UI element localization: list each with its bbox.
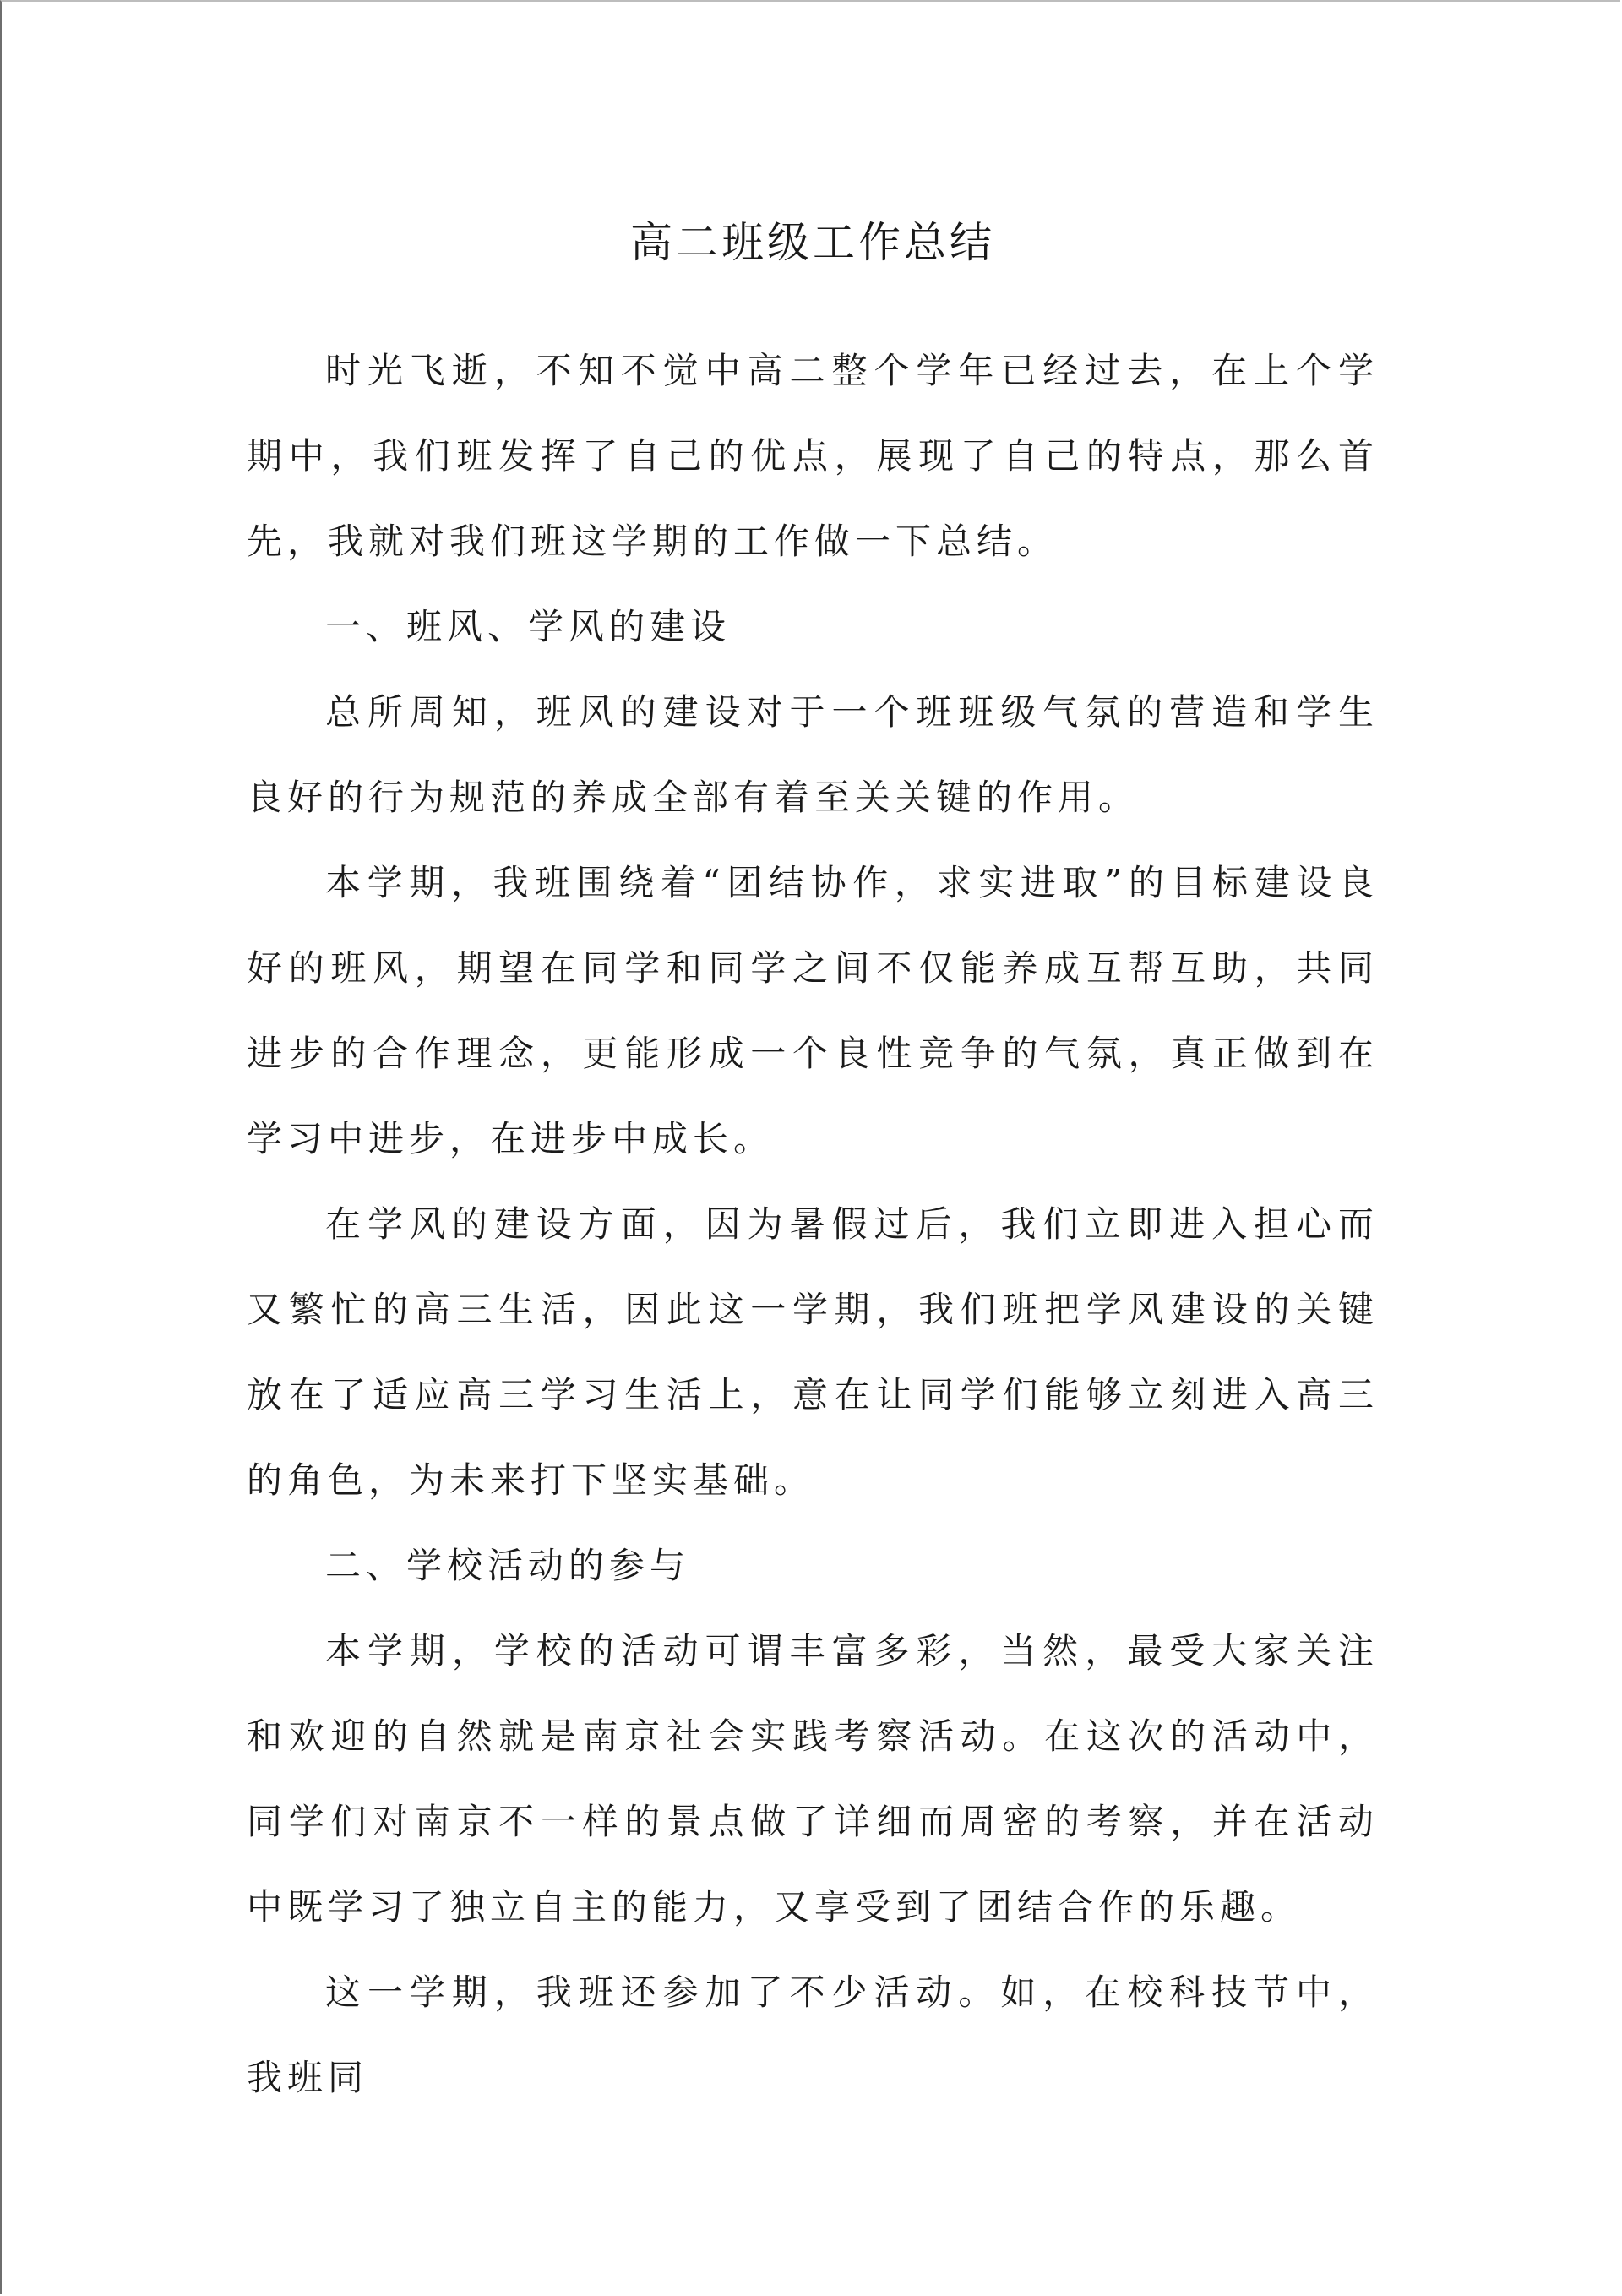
document-body — [247, 328, 1379, 2120]
section-heading-school-activities: 二、学校活动的参与 — [325, 1545, 691, 1586]
document-title: 高二班级工作总结 — [630, 218, 995, 267]
section-heading-class-style: 一、班风、学风的建设 — [325, 606, 732, 647]
paragraph-nanjing-activity: 本学期，学校的活动可谓丰富多彩，当然，最受大家关注和欢迎的自然就是南京社会实践考察活动。在这次的活动中，同学们对南京不一样的景点做了详细而周密的考察，并在活动中既学习了独立自主的能力，又享受到了团结合作的乐趣。 — [247, 1630, 1379, 1928]
paragraph-intro: 时光飞逝，不知不觉中高二整个学年已经过去，在上个学期中，我们班发挥了自己的优点，展现了自己的特点，那么首先，我就对我们班这学期的工作做一下总结。 — [247, 350, 1379, 562]
paragraph-class-style-goal: 本学期，我班围绕着“团结协作，求实进取”的目标建设良好的班风，期望在同学和同学之间不仅能养成互帮互助，共同进步的合作理念，更能形成一个良性竞争的气氛，真正做到在学习中进步，在进步中成长。 — [247, 862, 1379, 1159]
paragraph-study-style: 在学风的建设方面，因为暑假过后，我们立即进入担心而又繁忙的高三生活，因此这一学期，我们班把学风建设的关键放在了适应高三学习生活上，意在让同学们能够立刻进入高三的角色，为未来打下坚实基础。 — [247, 1203, 1379, 1501]
paragraph-other-activities: 这一学期，我班还参加了不少活动。如，在校科技节中，我班同 — [247, 1972, 1379, 2098]
paragraph-class-style-importance: 总所周知，班风的建设对于一个班班级气氛的营造和学生良好的行为规范的养成全部有着至关关键的作用。 — [247, 691, 1379, 818]
